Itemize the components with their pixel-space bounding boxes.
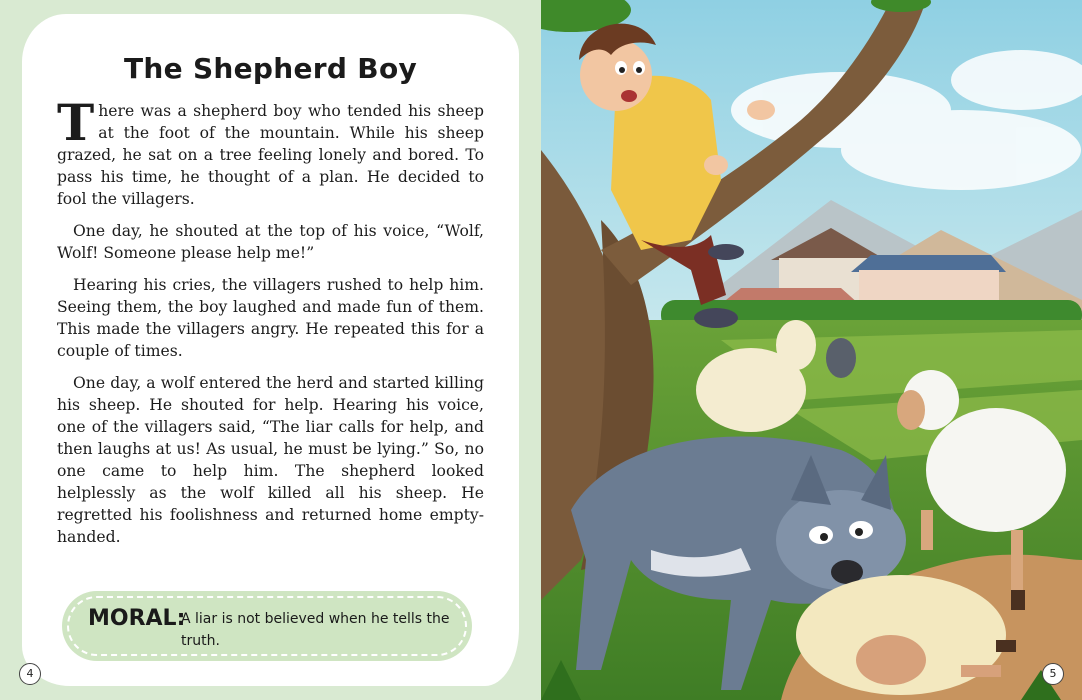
story-text: [57, 93, 484, 558]
moral-text: A liar is not believed when he tells the truth.: [181, 611, 450, 649]
moral-label: MORAL:: [88, 606, 186, 631]
page-number-left: 4: [19, 663, 41, 685]
boy-in-tree-wolf-sheep-illustration: [541, 0, 1082, 700]
drop-cap: T: [57, 93, 95, 152]
paragraph-1: [57, 93, 484, 210]
paragraph-1-text: here was a shepherd boy who tended his sheep at the foot of the mountain. While his sheep grazed, he sat on a tree feeling lonely and bored. To pass his time, he thought of a plan. He decided to fool the villagers.: [57, 102, 484, 208]
illustration-page: [541, 0, 1082, 700]
paragraph-2: One day, he shouted at the top of his voice, “Wolf, Wolf! Someone please help me!”: [57, 222, 484, 262]
paragraph-4: One day, a wolf entered the herd and started killing his sheep. He shouted for help. Hearing his voice, one of the villagers said, “The liar calls for help, and then laughs at us! As usual, he must be lying.” So, no one came to help him. The shepherd looked helplessly as the wolf killed all his sheep. He regretted his foolishness and returned home empty-handed.: [57, 374, 484, 546]
story-title: The Shepherd Boy: [123, 52, 418, 85]
paragraph-3: Hearing his cries, the villagers rushed to help him. Seeing them, the boy laughed and made fun of them. This made the villagers angry. He repeated this for a couple of times.: [57, 276, 484, 360]
page-number-right: 5: [1042, 663, 1064, 685]
